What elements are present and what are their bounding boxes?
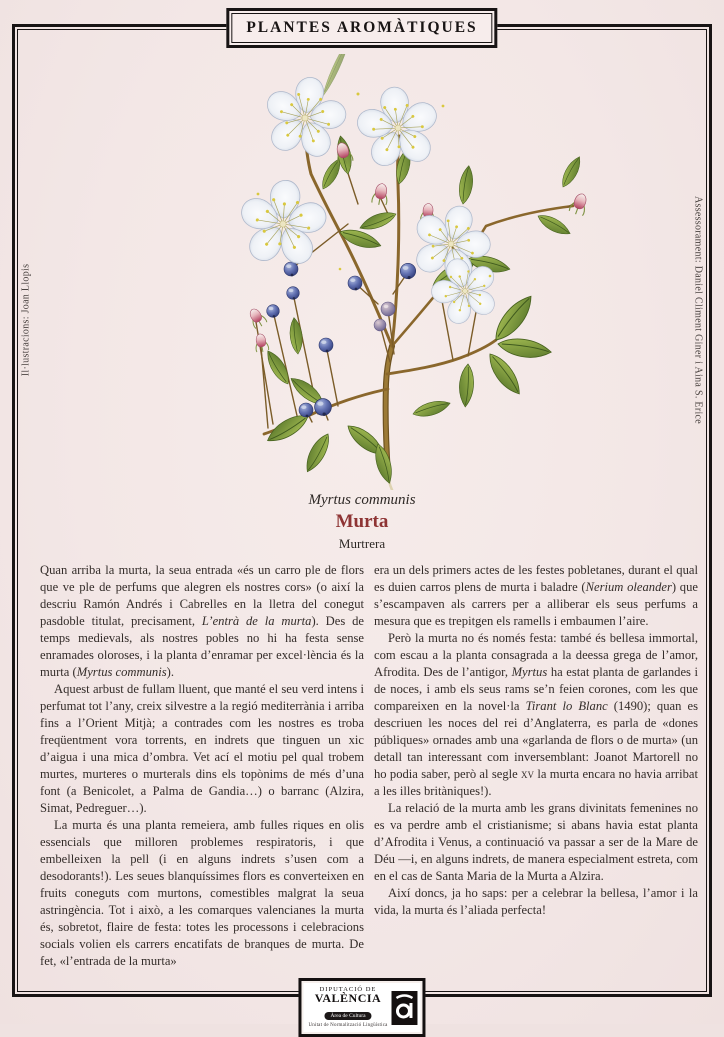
paragraph: La murta és una planta remeiera, amb fulles riques en olis essencials que milloren problemes respiratoris, i que embelleixen la pell (i en alguns indrets s’usen com a desodorants!). Les seues blanquíssimes flors es converteixen en fruits coneguts com murtons, comestibles malgrat la seua astringència. Tot i això, a les comarques valencianes la murta és, sobretot, flaire de festa: totes les processons i celebracions socials volien els carrers encatifats de branques de murta. De fet, «l’entrada de la murta» <box>40 818 364 968</box>
myrtle-illustration <box>228 54 608 495</box>
diputacio-logo-inner <box>303 983 420 1032</box>
species-latin-name: Myrtus communis <box>308 492 416 508</box>
diputacio-line-big: VALÈNCIA <box>314 991 382 1005</box>
paragraph: Però la murta no és només festa: també és bellesa immortal, com escau a la planta consagrada a la deessa grega de l’amor, Afrodita. Des de l’antigor, Myrtus ha estat planta de garlandes i de noces, i amb els seus rams se’n feien corones, com les que compareixen en la novel·la Tirant lo Blanc (1490); quan es descriuen les noces del rei d’Anglaterra, es parla de «dones públiques» ornades amb una «garlanda de flors o de murta» (un detall tan interessant com inversemblant: Joanot Martorell no ho podia saber, però al segle xv la murta encara no havia arribat a les illes britàniques!). <box>374 631 699 798</box>
credit-illustrations: Il·lustracions: Joan Llopis <box>20 263 32 377</box>
article-column-right <box>374 562 698 970</box>
species-secondary-name: Murtrera <box>338 536 386 551</box>
paragraph: La relació de la murta amb les grans divinitats femenines no es va perdre amb el cristianisme; si abans havia estat planta d’Afrodita i Venus, a continuació va passar a ser de la Mare de Déu —i, en alguns indrets, de manera especialment estreta, com en el cas de Santa Maria de la Murta a Alzira. <box>374 801 698 883</box>
diputacio-unit-line: Unitat de Normalització Lingüística <box>308 1023 388 1028</box>
species-common-name: Murta <box>335 511 389 532</box>
article-column-left <box>40 562 364 970</box>
myrtle-illustration-svg <box>228 54 608 490</box>
credit-advisors: Assessorament: Daniel Climent Giner i Aina S. Erice <box>692 195 704 425</box>
species-block <box>0 492 724 552</box>
diputacio-logo-text <box>306 985 391 1030</box>
diputacio-logo-mark-icon <box>392 985 418 1030</box>
paragraph: Aquest arbust de fullam lluent, que manté el seu verd intens i perfumat tot l’any, creix silvestre a la regió mediterrània i arriba fins a l’Orient Mitjà; a contrades com les nostres es troba freqüentment vora torrents, en indrets que tinguen un xic d’aigua i una mica d’ombra. Vet ací el motiu pel qual trobem murtes, murteres o murterals dins els topònims de més d’una font (a Benicolet, a Palma de Gandia…) o barranc (Alzira, Simat, Pedreguer…). <box>40 682 364 815</box>
paragraph: Així doncs, ja ho saps: per a celebrar la bellesa, l’amor i la vida, la murta és l’aliada perfecta! <box>374 886 698 917</box>
page-title: PLANTES AROMÀTIQUES <box>246 19 478 36</box>
diputacio-dept-badge: Àrea de Cultura <box>324 1012 371 1020</box>
paragraph: Quan arriba la murta, la seua entrada «és un carro ple de flors que ve ple de perfums que alegren els nostres cors» (o així la descriu Ramón Andrés i Cabrelles en la lletra del conegut pasdoble titulat, precisament, L’entrà de la murta). Des de temps medievals, als nostres pobles no hi ha festa sense enramades oloroses, i la planta d’enramar per excel·lència és la murta (Myrtus communis). <box>40 563 364 679</box>
title-banner-inner <box>231 13 492 43</box>
diputacio-logo <box>298 978 425 1037</box>
article <box>40 562 698 970</box>
title-banner <box>226 8 497 48</box>
paragraph: era un dels primers actes de les festes pobletanes, durant el qual es duien carros plens de murta i baladre (Nerium oleander) que s’escampaven als carrers per a alliberar els seus perfums a mesura que es trepitgen els ramells i embaumen l’aire. <box>374 563 698 628</box>
diputacio-line-small: DIPUTACIÓ DE <box>319 986 377 993</box>
